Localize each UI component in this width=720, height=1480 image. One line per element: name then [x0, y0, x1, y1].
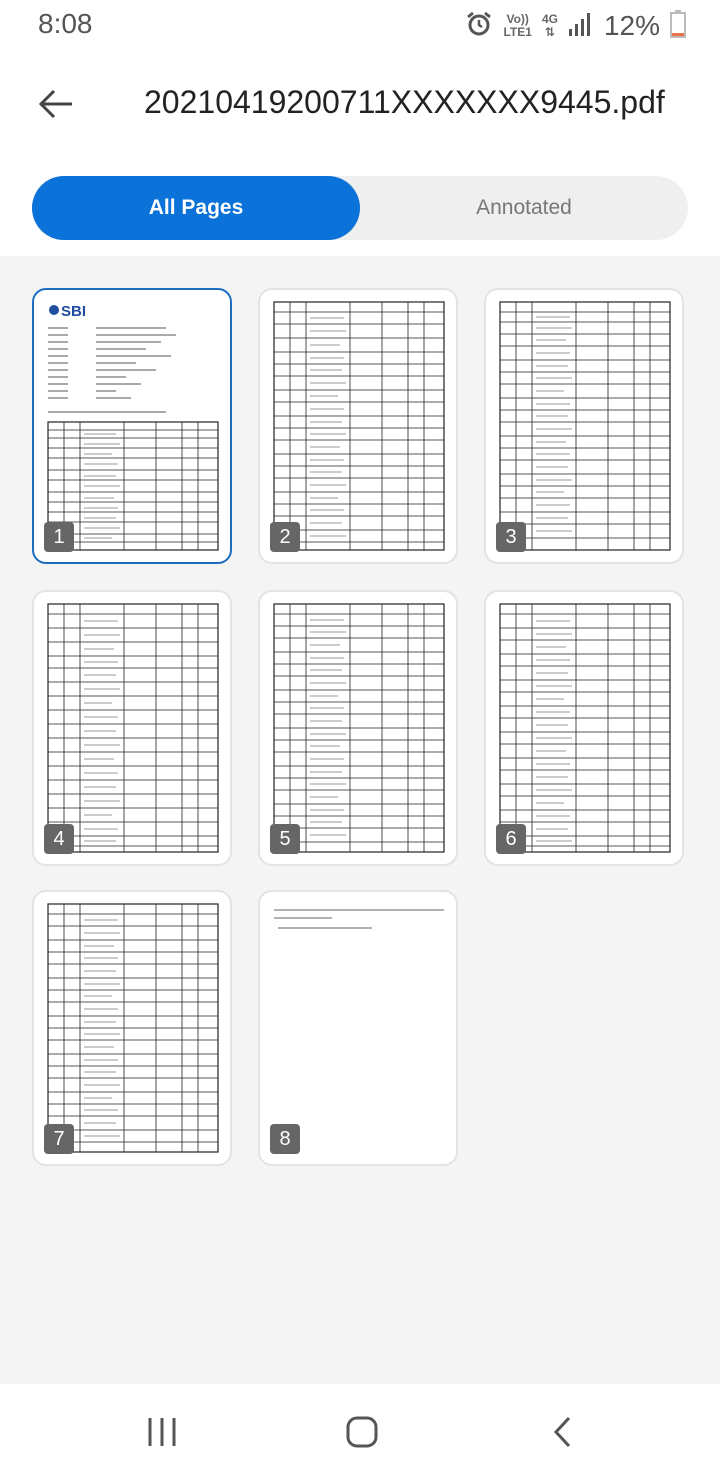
page-thumbnail-8[interactable] — [258, 890, 458, 1166]
data-arrows-icon: ⇅ — [544, 25, 555, 39]
page-thumbnail-1[interactable] — [32, 288, 232, 564]
page-number-badge: 4 — [44, 824, 74, 854]
system-navigation-bar — [0, 1384, 720, 1480]
page-thumbnail-5[interactable] — [258, 590, 458, 866]
home-button[interactable] — [332, 1408, 392, 1456]
page-number-badge: 8 — [270, 1124, 300, 1154]
document-title: 20210419200711XXXXXXX9445.pdf — [144, 84, 665, 120]
page-preview-2 — [272, 298, 446, 554]
network-indicator — [542, 13, 558, 39]
network-label: 4G — [541, 12, 558, 26]
alarm-icon — [465, 10, 493, 43]
page-number-badge: 5 — [270, 824, 300, 854]
page-preview-1 — [46, 298, 220, 554]
volte-indicator — [503, 13, 531, 39]
nav-back-button[interactable] — [534, 1408, 594, 1456]
page-preview-7 — [46, 900, 220, 1156]
page-filter-tabs — [32, 176, 688, 240]
page-number-badge: 1 — [44, 522, 74, 552]
page-thumbnail-7[interactable] — [32, 890, 232, 1166]
page-number-badge: 2 — [270, 522, 300, 552]
tab-annotated[interactable]: Annotated — [476, 196, 572, 219]
signal-icon — [568, 11, 594, 42]
app-bar — [0, 52, 720, 162]
sbi-logo: SBI — [61, 303, 87, 320]
page-number-badge: 6 — [496, 824, 526, 854]
lte-label: LTE1 — [503, 25, 532, 39]
status-time: 8:08 — [38, 8, 93, 39]
status-bar — [0, 0, 720, 52]
home-icon — [345, 1415, 379, 1449]
battery-icon — [670, 10, 686, 43]
page-preview-6 — [498, 600, 672, 856]
recent-apps-button[interactable] — [132, 1408, 192, 1456]
back-arrow-icon — [38, 88, 74, 120]
page-grid — [0, 256, 720, 1384]
page-thumbnail-3[interactable] — [484, 288, 684, 564]
page-preview-5 — [272, 600, 446, 856]
tab-all-pages[interactable]: All Pages — [32, 176, 360, 240]
page-thumbnail-2[interactable] — [258, 288, 458, 564]
page-number-badge: 3 — [496, 522, 526, 552]
battery-percent: 12% — [603, 10, 660, 41]
page-thumbnail-4[interactable] — [32, 590, 232, 866]
page-number-badge: 7 — [44, 1124, 74, 1154]
volte-label: Vo)) — [506, 12, 529, 26]
recent-apps-icon — [145, 1415, 179, 1449]
back-icon — [547, 1415, 581, 1449]
page-preview-4 — [46, 600, 220, 856]
back-button[interactable] — [30, 82, 82, 126]
status-icons — [465, 6, 686, 46]
page-thumbnail-6[interactable] — [484, 590, 684, 866]
page-preview-8 — [272, 900, 446, 1156]
page-preview-3 — [498, 298, 672, 554]
